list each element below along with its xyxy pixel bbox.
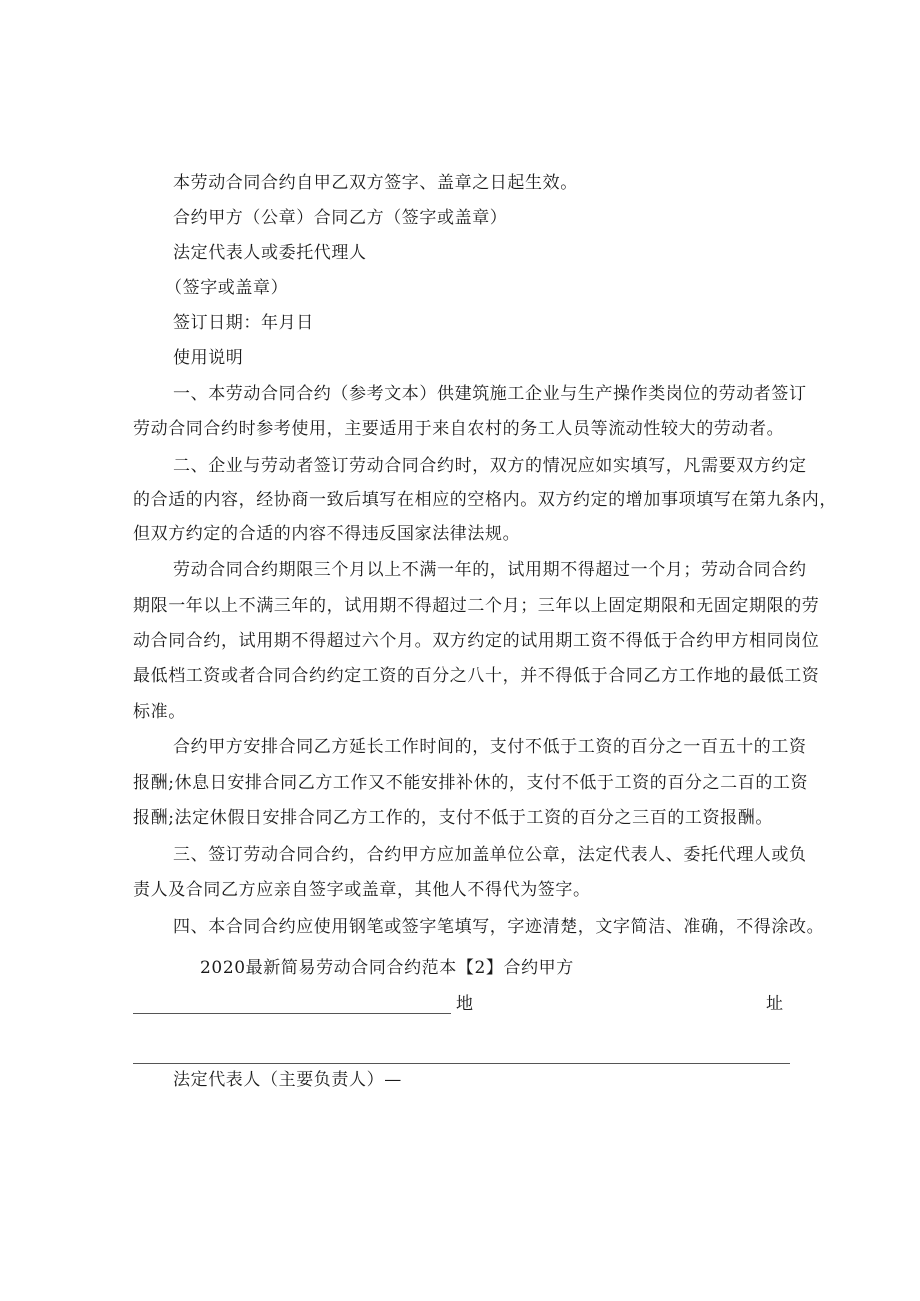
note-2-line-1: 二、企业与劳动者签订劳动合同合约时，双方的情况应如实填写，凡需要双方约定 xyxy=(173,456,807,476)
note-2-line-2: 的合适的内容，经协商一致后填写在相应的空格内。双方约定的增加事项填写在第九条内， xyxy=(133,490,837,510)
address-blank-underline xyxy=(133,1013,451,1014)
note-overtime-line-2: 报酬;休息日安排合同乙方工作又不能安排补休的，支付不低于工资的百分之二百的工资 xyxy=(133,773,809,793)
address-label-left: 地 xyxy=(456,994,474,1014)
note-overtime-line-1: 合约甲方安排合同乙方延长工作时间的，支付不低于工资的百分之一百五十的工资 xyxy=(173,737,807,757)
note-2-line-3: 但双方约定的合适的内容不得违反国家法律法规。 xyxy=(133,524,521,544)
note-probation-line-1: 劳动合同合约期限三个月以上不满一年的，试用期不得超过一个月；劳动合同合约 xyxy=(173,560,807,580)
note-3-line-2: 责人及合同乙方应亲自签字或盖章，其他人不得代为签字。 xyxy=(133,880,591,900)
party-signature-line: 合约甲方（公章）合同乙方（签字或盖章） xyxy=(173,208,508,228)
effective-clause: 本劳动合同合约自甲乙双方签字、盖章之日起生效。 xyxy=(173,173,578,193)
sign-or-seal-line: （签字或盖章） xyxy=(165,278,289,298)
representative-line: 法定代表人或委托代理人 xyxy=(173,243,367,263)
note-probation-line-5: 标准。 xyxy=(133,702,186,722)
note-1-line-2: 劳动合同合约时参考使用，主要适用于来自农村的务工人员等流动性较大的劳动者。 xyxy=(133,419,785,439)
note-probation-line-3: 动合同合约，试用期不得超过六个月。双方约定的试用期工资不得低于合约甲方相同岗位 xyxy=(133,631,820,651)
note-4-line: 四、本合同合约应使用钢笔或签字笔填写，字迹清楚，文字简洁、准确，不得涂改。 xyxy=(173,917,825,937)
usage-notes-heading: 使用说明 xyxy=(173,348,244,368)
note-overtime-line-3: 报酬;法定休假日安排合同乙方工作的，支付不低于工资的百分之三百的工资报酬。 xyxy=(133,808,773,828)
note-1-line-1: 一、本劳动合同合约（参考文本）供建筑施工企业与生产操作类岗位的劳动者签订 xyxy=(173,384,807,404)
address-fill-underline xyxy=(133,1063,790,1064)
address-label-right: 址 xyxy=(766,994,784,1014)
note-3-line-1: 三、签订劳动合同合约，合约甲方应加盖单位公章，法定代表人、委托代理人或负 xyxy=(173,845,807,865)
legal-representative-line: 法定代表人（主要负责人）— xyxy=(173,1070,402,1090)
section-2-title: 2020最新简易劳动合同合约范本【2】合约甲方 xyxy=(200,958,574,978)
note-probation-line-4: 最低档工资或者合同合约约定工资的百分之八十，并不得低于合同乙方工作地的最低工资 xyxy=(133,666,820,686)
signing-date-line: 签订日期：年月日 xyxy=(173,313,314,333)
note-probation-line-2: 期限一年以上不满三年的，试用期不得超过二个月；三年以上固定期限和无固定期限的劳 xyxy=(133,596,820,616)
